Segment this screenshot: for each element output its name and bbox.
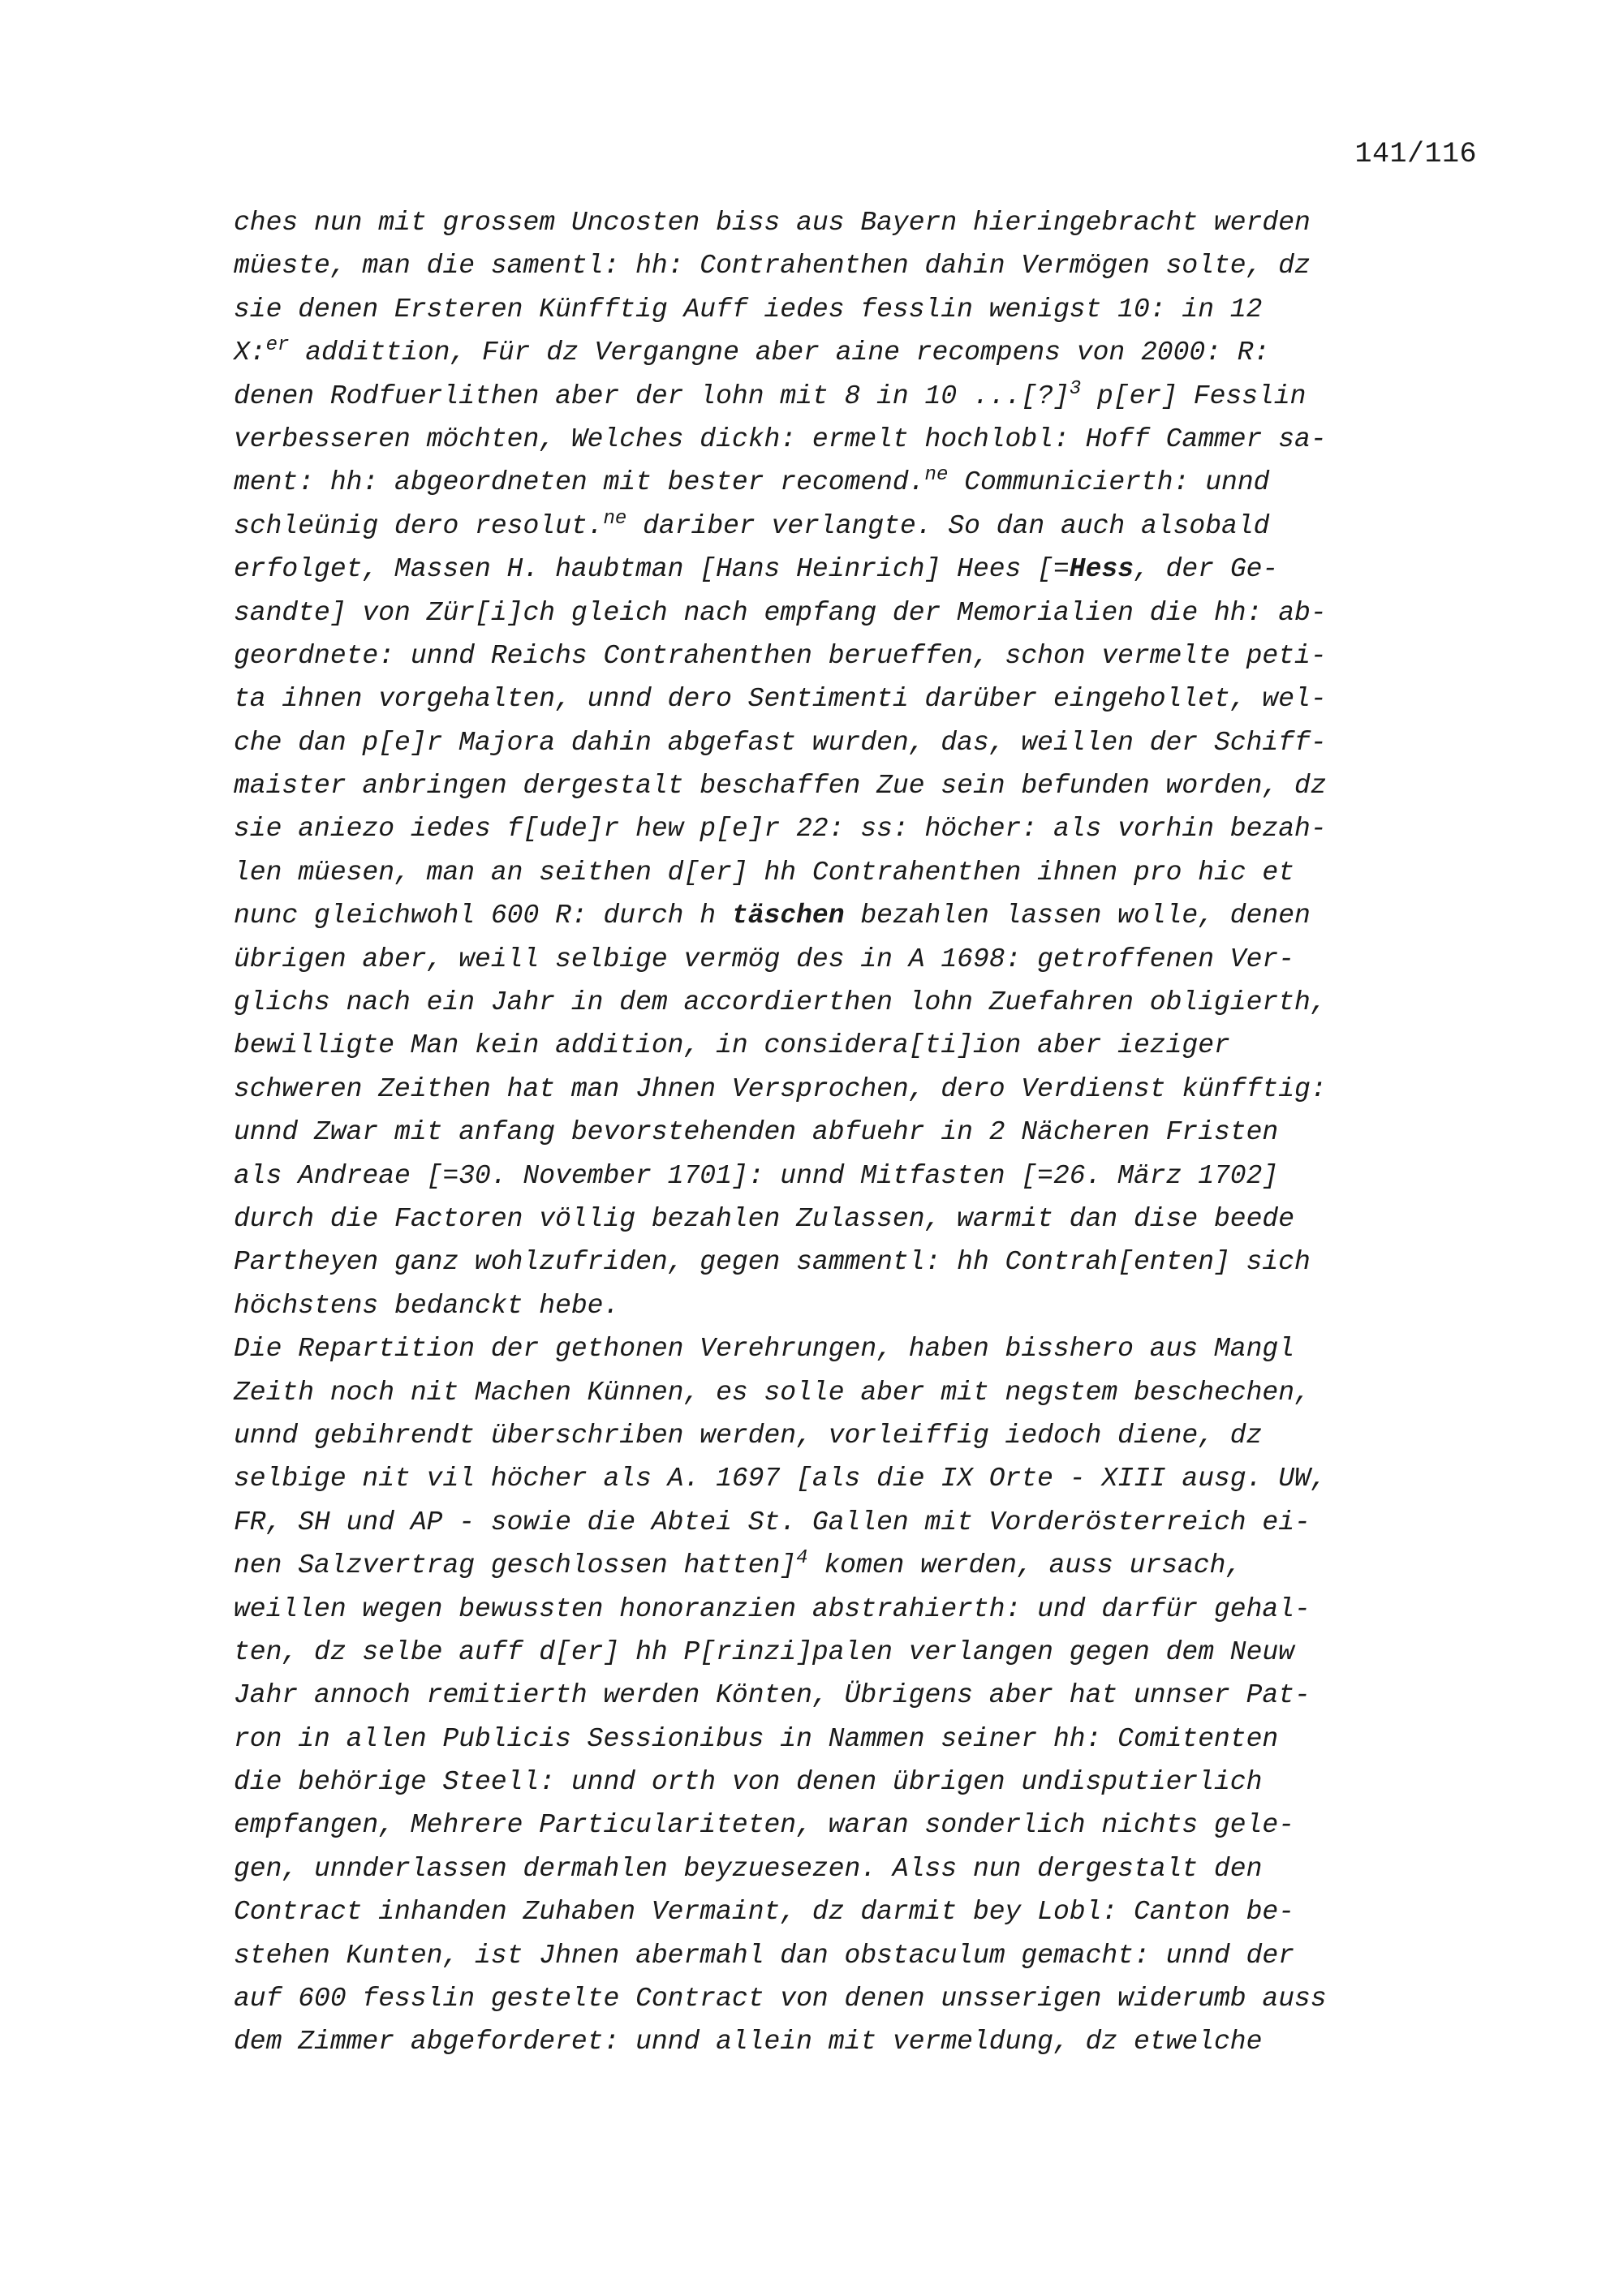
text-line <box>234 331 1500 374</box>
text-segment: ment: hh: abgeordneten mit bester recomend. <box>234 467 925 498</box>
text-segment: Jahr annoch remitierth werden Könten, Übrigens aber hat unnser Pat- <box>234 1680 1311 1711</box>
text-segment: sie aniezo iedes f[ude]r hew p[e]r 22: ss: höcher: als vorhin bezah- <box>234 814 1327 845</box>
text-line <box>234 1631 1500 1674</box>
text-line <box>234 1197 1500 1240</box>
text-segment: maister anbringen dergestalt beschaffen Zue sein befunden worden, dz <box>234 771 1327 802</box>
text-segment: nunc gleichwohl 600 R: durch h <box>234 901 732 931</box>
text-segment: verbesseren möchten, Welches dickh: ermelt hochlobl: Hoff Cammer sa- <box>234 424 1327 454</box>
text-segment: ron in allen Publicis Sessionibus in Nammen seiner hh: Comitenten <box>234 1723 1279 1754</box>
text-line <box>234 1890 1500 1933</box>
text-line <box>234 634 1500 677</box>
text-line <box>234 807 1500 850</box>
text-segment: unnd gebihrendt überschriben werden, vorleiffig iedoch diene, dz <box>234 1420 1263 1451</box>
text-segment: müeste, man die samentl: hh: Contrahenthen dahin Vermögen solte, dz <box>234 251 1311 282</box>
text-line <box>234 1674 1500 1717</box>
text-segment: weillen wegen bewussten honoranzien abstrahierth: und darfür gehal- <box>234 1593 1311 1624</box>
superscript: ne <box>924 464 949 487</box>
text-segment: höchstens bedanckt hebe. <box>234 1290 620 1321</box>
text-line <box>234 1154 1500 1197</box>
text-line <box>234 461 1500 504</box>
text-line <box>234 1544 1500 1587</box>
text-segment: Partheyen ganz wohlzufriden, gegen sammentl: hh Contrah[enten] sich <box>234 1247 1311 1278</box>
text-segment: erfolget, Massen H. haubtman [Hans Heinrich] Hees [= <box>234 554 1070 585</box>
text-line <box>234 1284 1500 1327</box>
text-line <box>234 2020 1500 2063</box>
superscript: er <box>265 334 290 357</box>
text-segment: stehen Kunten, ist Jhnen abermahl dan obstaculum gemacht: unnd der <box>234 1940 1295 1971</box>
text-segment: komen werden, auss ursach, <box>807 1550 1242 1581</box>
text-segment: empfangen, Mehrere Particulariteten, waran sonderlich nichts gele- <box>234 1810 1295 1841</box>
text-segment: die behörige Steell: unnd orth von denen übrigen undisputierlich <box>234 1767 1263 1798</box>
text-segment: schweren Zeithen hat man Jhnen Versprochen, dero Verdienst künfftig: <box>234 1073 1327 1104</box>
bold-text: täschen <box>731 901 845 931</box>
text-segment: ches nun mit grossem Uncosten biss aus Bayern hieringebracht werden <box>234 208 1311 238</box>
text-segment: ta ihnen vorgehalten, unnd dero Sentimenti darüber eingehollet, wel- <box>234 684 1327 715</box>
text-segment: FR, SH und AP - sowie die Abtei St. Gallen mit Vorderösterreich ei- <box>234 1507 1311 1537</box>
text-line <box>234 201 1500 244</box>
text-line <box>234 677 1500 720</box>
text-line <box>234 1501 1500 1544</box>
text-line <box>234 1068 1500 1111</box>
text-line <box>234 1371 1500 1414</box>
text-segment: len müesen, man an seithen d[er] hh Contrahenthen ihnen pro hic et <box>234 857 1295 888</box>
text-line <box>234 764 1500 807</box>
text-line <box>234 1024 1500 1067</box>
bold-text: Hess <box>1069 554 1134 585</box>
text-segment: als Andreae [=30. November 1701]: unnd Mitfasten [=26. März 1702] <box>234 1160 1279 1191</box>
text-segment: glichs nach ein Jahr in dem accordierthen lohn Zuefahren obligierth, <box>234 987 1327 1018</box>
text-segment: X: <box>234 338 266 368</box>
text-segment: dem Zimmer abgeforderet: unnd allein mit vermeldung, dz etwelche <box>234 2027 1263 2057</box>
text-line <box>234 244 1500 287</box>
text-line <box>234 1588 1500 1631</box>
text-segment: Communicierth: unnd <box>948 467 1270 498</box>
text-segment: che dan p[e]r Majora dahin abgefast wurden, das, weillen der Schiff- <box>234 727 1327 758</box>
superscript: ne <box>603 507 627 530</box>
text-line <box>234 938 1500 981</box>
text-segment: übrigen aber, weill selbige vermög des in A 1698: getroffenen Ver- <box>234 944 1295 974</box>
text-line <box>234 1327 1500 1370</box>
text-line <box>234 1847 1500 1890</box>
text-line <box>234 1718 1500 1761</box>
text-line <box>234 981 1500 1024</box>
text-line <box>234 288 1500 331</box>
text-line <box>234 1414 1500 1457</box>
text-line <box>234 1977 1500 2020</box>
text-line <box>234 1804 1500 1847</box>
text-segment: p[er] Fesslin <box>1081 381 1307 411</box>
text-segment: bezahlen lassen wolle, denen <box>844 901 1311 931</box>
text-line <box>234 1111 1500 1154</box>
text-segment: dariber verlangte. So dan auch alsobald <box>626 510 1270 541</box>
text-line <box>234 851 1500 894</box>
text-line <box>234 894 1500 937</box>
text-segment: denen Rodfuerlithen aber der lohn mit 8 in 10 ...[?] <box>234 381 1070 411</box>
page-number: 141/116 <box>1354 138 1477 170</box>
text-line <box>234 548 1500 591</box>
text-segment: bewilligte Man kein addition, in considera[ti]ion aber ieziger <box>234 1030 1230 1061</box>
superscript: 4 <box>796 1547 808 1570</box>
text-line <box>234 721 1500 764</box>
text-line <box>234 505 1500 548</box>
text-line <box>234 591 1500 634</box>
text-segment: , der Ge- <box>1134 554 1279 585</box>
text-line <box>234 1934 1500 1977</box>
superscript: 3 <box>1069 377 1082 400</box>
text-segment: nen Salzvertrag geschlossen hatten] <box>234 1550 797 1581</box>
text-segment: selbige nit vil höcher als A. 1697 [als die IX Orte - XIII ausg. UW, <box>234 1464 1327 1494</box>
text-segment: durch die Factoren völlig bezahlen Zulassen, warmit dan dise beede <box>234 1203 1295 1234</box>
text-segment: unnd Zwar mit anfang bevorstehenden abfuehr in 2 Nächeren Fristen <box>234 1117 1279 1148</box>
text-line <box>234 375 1500 418</box>
text-line <box>234 1761 1500 1804</box>
text-segment: geordnete: unnd Reichs Contrahenthen berueffen, schon vermelte peti- <box>234 640 1327 671</box>
text-segment: Die Repartition der gethonen Verehrungen, haben bisshero aus Mangl <box>234 1334 1295 1365</box>
text-segment: addittion, Für dz Vergangne aber aine recompens von 2000: R: <box>289 338 1270 368</box>
text-segment: auf 600 fesslin gestelte Contract von denen unsserigen widerumb auss <box>234 1984 1327 2014</box>
text-segment: sandte] von Zür[i]ch gleich nach empfang der Memorialien die hh: ab- <box>234 597 1327 628</box>
text-segment: gen, unnderlassen dermahlen beyzuesezen. Alss nun dergestalt den <box>234 1853 1263 1884</box>
text-line <box>234 418 1500 461</box>
text-segment: sie denen Ersteren Künfftig Auff iedes fesslin wenigst 10: in 12 <box>234 294 1263 325</box>
transcription-text <box>234 201 1500 2064</box>
text-segment: schleünig dero resolut. <box>234 510 604 541</box>
text-line <box>234 1457 1500 1500</box>
text-segment: Zeith noch nit Machen Künnen, es solle aber mit negstem beschechen, <box>234 1377 1311 1408</box>
text-segment: ten, dz selbe auff d[er] hh P[rinzi]palen verlangen gegen dem Neuw <box>234 1636 1295 1667</box>
text-line <box>234 1240 1500 1283</box>
text-segment: Contract inhanden Zuhaben Vermaint, dz darmit bey Lobl: Canton be- <box>234 1897 1295 1928</box>
